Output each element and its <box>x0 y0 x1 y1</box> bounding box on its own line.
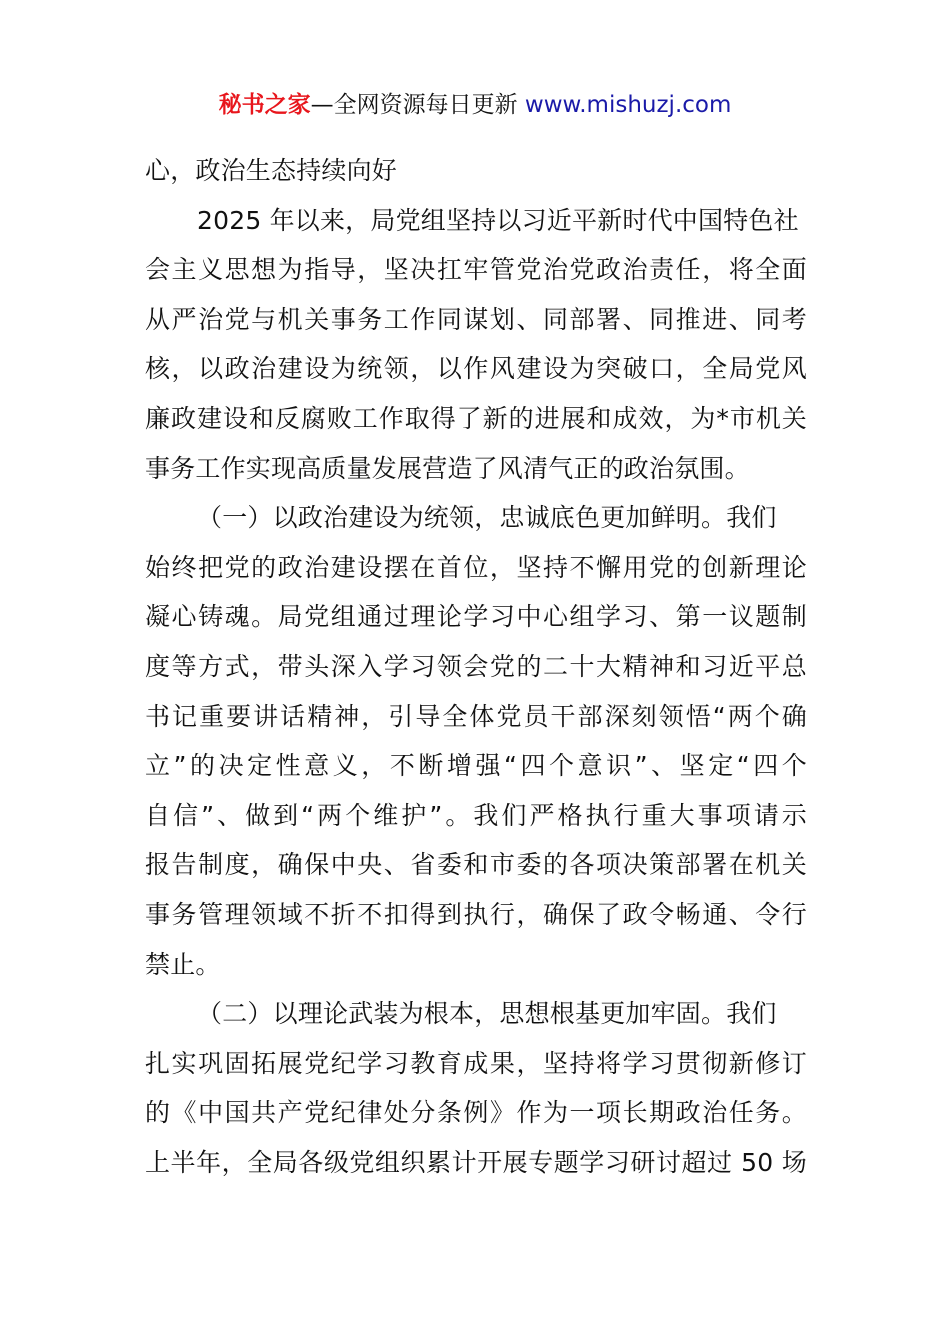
body-line: 书记重要讲话精神，引导全体党员干部深刻领悟“两个确 <box>145 701 807 731</box>
body-line: 核，以政治建设为统领，以作风建设为突破口，全局党风 <box>145 354 807 384</box>
body-line: 扎实巩固拓展党纪学习教育成果，坚持将学习贯彻新修订 <box>145 1048 807 1078</box>
body-line: 始终把党的政治建设摆在首位，坚持不懈用党的创新理论 <box>145 552 807 582</box>
body-line: （二）以理论武装为根本，思想根基更加牢固。我们 <box>197 999 777 1029</box>
body-line: 立”的决定性意义，不断增强“四个意识”、坚定“四个 <box>145 751 807 781</box>
body-line: 从严治党与机关事务工作同谋划、同部署、同推进、同考 <box>145 304 807 334</box>
body-line: 禁止。 <box>145 949 221 979</box>
brand-name: 秘书之家 <box>218 92 311 118</box>
body-line: 廉政建设和反腐败工作取得了新的进展和成效，为*市机关 <box>145 403 807 433</box>
body-line: 报告制度，确保中央、省委和市委的各项决策部署在机关 <box>145 850 807 880</box>
body-line: 度等方式，带头深入学习领会党的二十大精神和习近平总 <box>145 651 807 681</box>
body-line: 的《中国共产党纪律处分条例》作为一项长期政治任务。 <box>145 1098 807 1128</box>
body-line: 2025 年以来，局党组坚持以习近平新时代中国特色社 <box>197 205 799 235</box>
body-line: 上半年，全局各级党组织累计开展专题学习研讨超过 50 场 <box>145 1147 807 1177</box>
body-line: 自信”、做到“两个维护”。我们严格执行重大事项请示 <box>145 800 807 830</box>
header-tagline: —全网资源每日更新 <box>310 92 518 118</box>
body-line: 事务工作实现高质量发展营造了风清气正的政治氛围。 <box>145 453 750 483</box>
document-body <box>145 146 807 1187</box>
page-header <box>0 88 950 122</box>
site-url-link[interactable]: www.mishuzj.com <box>524 92 732 118</box>
body-line: 事务管理领域不折不扣得到执行，确保了政令畅通、令行 <box>145 899 807 929</box>
body-line: （一）以政治建设为统领，忠诚底色更加鲜明。我们 <box>197 503 777 533</box>
body-line: 会主义思想为指导，坚决扛牢管党治党政治责任，将全面 <box>145 255 807 285</box>
body-line: 心，政治生态持续向好 <box>145 156 398 185</box>
body-line: 凝心铸魂。局党组通过理论学习中心组学习、第一议题制 <box>145 602 807 632</box>
